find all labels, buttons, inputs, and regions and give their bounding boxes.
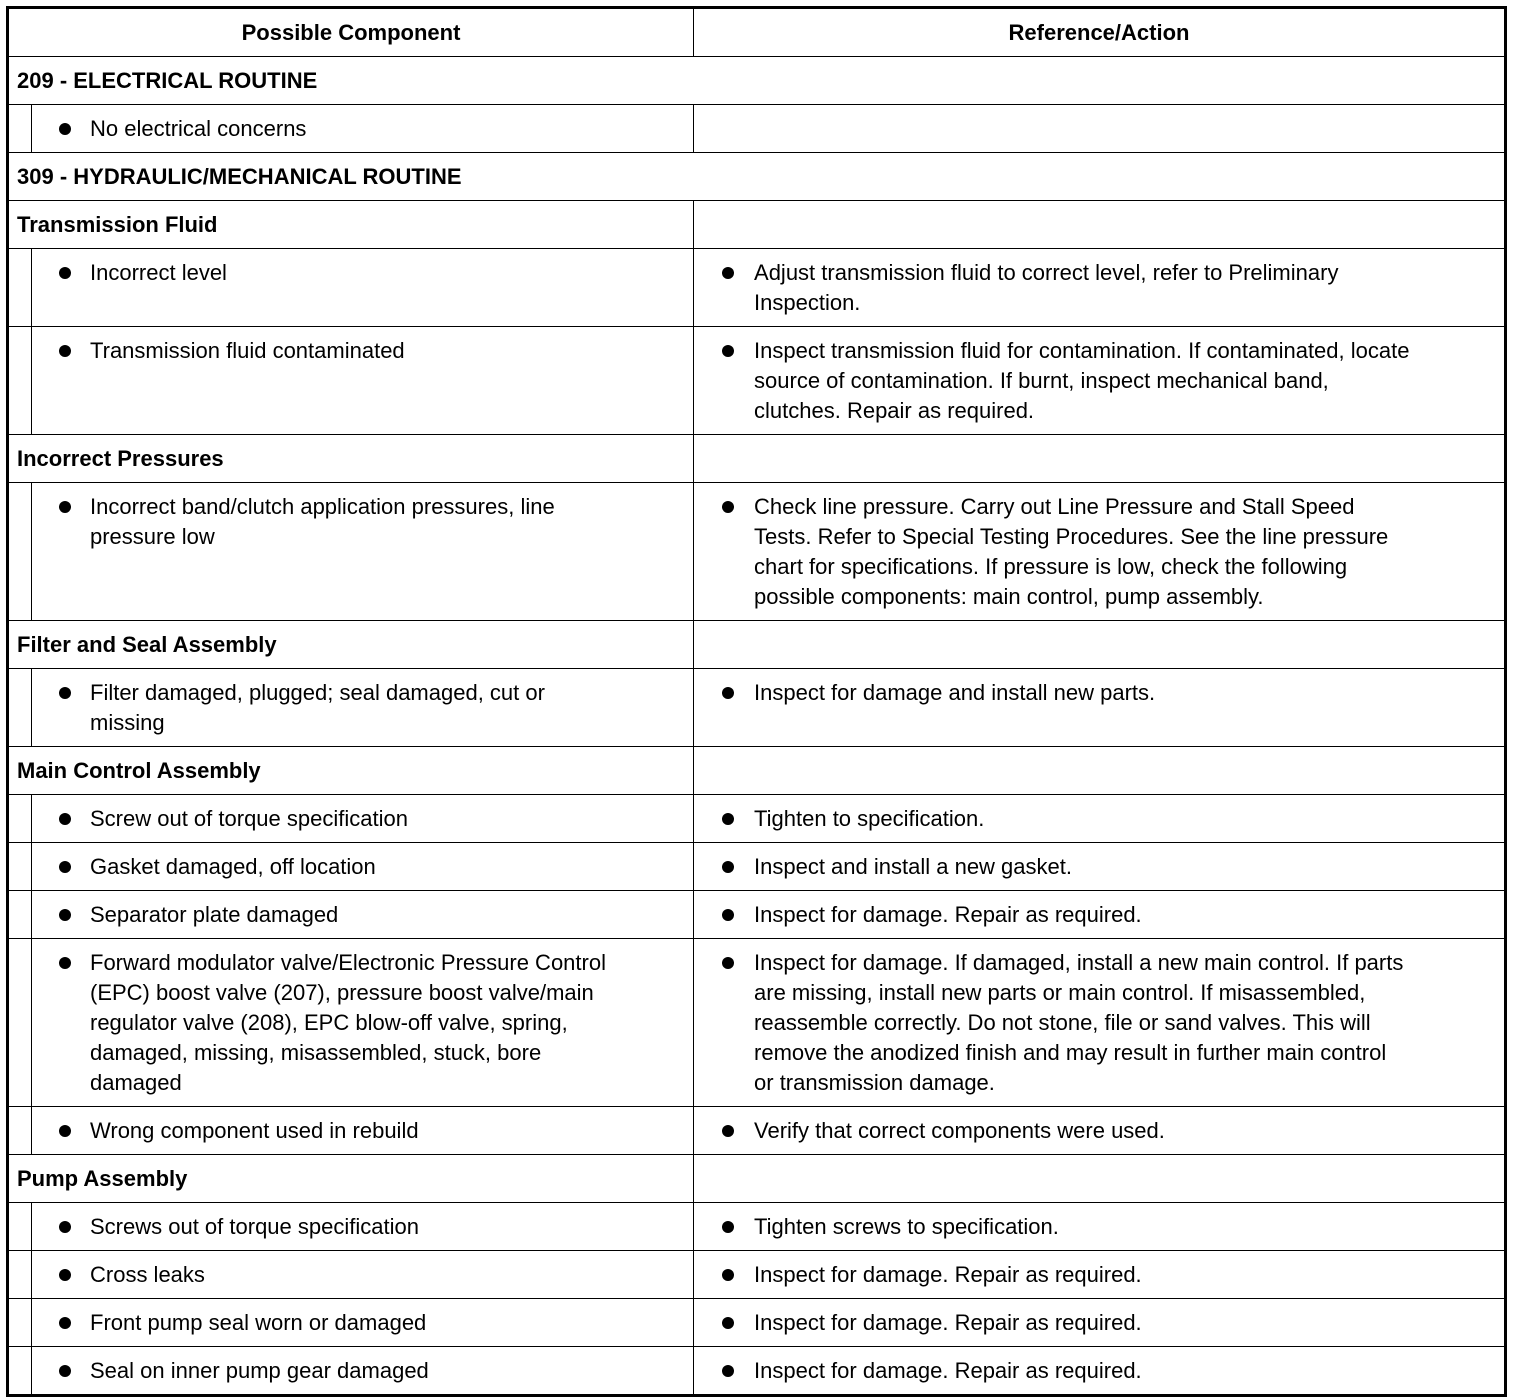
bullet-icon	[722, 957, 734, 969]
diagnostic-table	[6, 6, 1507, 1397]
bullet-icon	[722, 1269, 734, 1281]
component-text: Gasket damaged, off location	[90, 854, 376, 879]
component-item	[32, 678, 693, 738]
component-cell	[32, 843, 694, 891]
component-cell	[32, 1203, 694, 1251]
action-item	[694, 678, 1504, 708]
component-text: No electrical concerns	[90, 116, 307, 141]
action-cell	[694, 105, 1506, 153]
table-row	[8, 105, 1506, 153]
bullet-icon	[722, 813, 734, 825]
action-text: Verify that correct components were used.	[754, 1118, 1165, 1143]
action-text: Inspect for damage. If damaged, install a new main control. If parts are missing, install new parts or main control. If misassembled, reassemble correctly. Do not stone, file or sand valves. This will remove the anodized finish and may result in further main control or transmission damage.	[754, 950, 1404, 1095]
table-row	[8, 327, 1506, 435]
action-item	[694, 1212, 1504, 1242]
action-cell	[694, 1107, 1506, 1155]
component-text: Front pump seal worn or damaged	[90, 1310, 427, 1335]
component-item	[32, 258, 693, 288]
table-row	[8, 795, 1506, 843]
component-text: Seal on inner pump gear damaged	[90, 1358, 429, 1383]
action-cell	[694, 891, 1506, 939]
component-text: Screws out of torque specification	[90, 1214, 419, 1239]
bullet-icon	[59, 957, 71, 969]
bullet-icon	[59, 861, 71, 873]
table-row	[8, 939, 1506, 1107]
component-cell	[32, 1107, 694, 1155]
table-body	[8, 57, 1506, 1396]
indent-cell	[8, 1251, 32, 1299]
table-row	[8, 1251, 1506, 1299]
empty-action-cell	[694, 747, 1506, 795]
action-text: Inspect transmission fluid for contamination. If contaminated, locate source of contamination. If burnt, inspect mechanical band, clutches. Repair as required.	[754, 338, 1410, 423]
bullet-icon	[59, 1221, 71, 1233]
component-item	[32, 948, 693, 1098]
component-item	[32, 1308, 693, 1338]
action-cell	[694, 1347, 1506, 1396]
bullet-icon	[59, 1365, 71, 1377]
action-text: Check line pressure. Carry out Line Pressure and Stall Speed Tests. Refer to Special Testing Procedures. See the line pressure chart for specifications. If pressure is low, check the following possible components: main control, pump assembly.	[754, 494, 1389, 609]
component-text: Incorrect band/clutch application pressures, line pressure low	[90, 494, 555, 549]
component-item	[32, 336, 693, 366]
indent-cell	[8, 105, 32, 153]
component-cell	[32, 249, 694, 327]
action-text: Inspect for damage and install new parts.	[754, 680, 1156, 705]
empty-action-cell	[694, 621, 1506, 669]
component-text: Separator plate damaged	[90, 902, 339, 927]
header-row	[8, 8, 1506, 57]
action-text: Inspect for damage. Repair as required.	[754, 1358, 1142, 1383]
action-text: Inspect for damage. Repair as required.	[754, 1262, 1142, 1287]
indent-cell	[8, 843, 32, 891]
component-cell	[32, 795, 694, 843]
bullet-icon	[59, 345, 71, 357]
bullet-icon	[59, 1269, 71, 1281]
component-item	[32, 804, 693, 834]
bullet-icon	[59, 123, 71, 135]
action-item	[694, 900, 1504, 930]
indent-cell	[8, 483, 32, 621]
component-text: Wrong component used in rebuild	[90, 1118, 419, 1143]
component-text: Filter damaged, plugged; seal damaged, cut or missing	[90, 680, 545, 735]
group-row	[8, 747, 1506, 795]
action-item	[694, 804, 1504, 834]
table-row	[8, 1299, 1506, 1347]
group-row	[8, 621, 1506, 669]
header-possible-component: Possible Component	[8, 8, 694, 57]
table-row	[8, 1107, 1506, 1155]
component-cell	[32, 891, 694, 939]
action-item	[694, 258, 1504, 318]
action-cell	[694, 327, 1506, 435]
action-cell	[694, 795, 1506, 843]
component-text: Screw out of torque specification	[90, 806, 408, 831]
empty-action-cell	[694, 435, 1506, 483]
action-item	[694, 1356, 1504, 1386]
component-item	[32, 114, 693, 144]
action-item	[694, 852, 1504, 882]
action-text: Inspect for damage. Repair as required.	[754, 1310, 1142, 1335]
empty-action-cell	[694, 201, 1506, 249]
component-cell	[32, 939, 694, 1107]
action-cell	[694, 249, 1506, 327]
routine-row	[8, 57, 1506, 105]
bullet-icon	[59, 501, 71, 513]
component-text: Incorrect level	[90, 260, 227, 285]
component-cell	[32, 327, 694, 435]
component-item	[32, 1260, 693, 1290]
group-row	[8, 435, 1506, 483]
action-cell	[694, 483, 1506, 621]
group-row	[8, 1155, 1506, 1203]
component-item	[32, 1116, 693, 1146]
bullet-icon	[722, 345, 734, 357]
component-cell	[32, 669, 694, 747]
action-text: Tighten to specification.	[754, 806, 985, 831]
action-text: Inspect for damage. Repair as required.	[754, 902, 1142, 927]
action-item	[694, 1116, 1504, 1146]
action-cell	[694, 939, 1506, 1107]
component-item	[32, 492, 693, 552]
action-cell	[694, 1299, 1506, 1347]
indent-cell	[8, 1107, 32, 1155]
indent-cell	[8, 1347, 32, 1396]
routine-heading: 309 - HYDRAULIC/MECHANICAL ROUTINE	[8, 153, 1506, 201]
action-cell	[694, 1251, 1506, 1299]
component-text: Forward modulator valve/Electronic Pressure Control (EPC) boost valve (207), pressure boost valve/main regulator valve (208), EPC blow-off valve, spring, damaged, missing, misassembled, stuck, bore damaged	[90, 950, 606, 1095]
group-heading: Filter and Seal Assembly	[8, 621, 694, 669]
group-row	[8, 201, 1506, 249]
bullet-icon	[59, 687, 71, 699]
indent-cell	[8, 249, 32, 327]
action-cell	[694, 1203, 1506, 1251]
table-row	[8, 483, 1506, 621]
action-item	[694, 1260, 1504, 1290]
group-heading: Pump Assembly	[8, 1155, 694, 1203]
indent-cell	[8, 891, 32, 939]
table-row	[8, 1347, 1506, 1396]
action-item	[694, 1308, 1504, 1338]
bullet-icon	[59, 267, 71, 279]
bullet-icon	[722, 909, 734, 921]
component-cell	[32, 1251, 694, 1299]
empty-action-cell	[694, 1155, 1506, 1203]
group-heading: Incorrect Pressures	[8, 435, 694, 483]
bullet-icon	[59, 909, 71, 921]
bullet-icon	[722, 1221, 734, 1233]
bullet-icon	[59, 1317, 71, 1329]
component-text: Cross leaks	[90, 1262, 205, 1287]
group-heading: Main Control Assembly	[8, 747, 694, 795]
component-cell	[32, 1299, 694, 1347]
component-cell	[32, 105, 694, 153]
bullet-icon	[722, 1125, 734, 1137]
group-heading: Transmission Fluid	[8, 201, 694, 249]
bullet-icon	[59, 813, 71, 825]
table-row	[8, 249, 1506, 327]
table-row	[8, 669, 1506, 747]
component-item	[32, 1212, 693, 1242]
component-item	[32, 1356, 693, 1386]
indent-cell	[8, 795, 32, 843]
bullet-icon	[722, 687, 734, 699]
header-reference-action: Reference/Action	[694, 8, 1506, 57]
bullet-icon	[722, 501, 734, 513]
indent-cell	[8, 939, 32, 1107]
bullet-icon	[722, 267, 734, 279]
action-item	[694, 948, 1504, 1098]
table-row	[8, 1203, 1506, 1251]
action-item	[694, 492, 1504, 612]
component-item	[32, 900, 693, 930]
component-item	[32, 852, 693, 882]
indent-cell	[8, 669, 32, 747]
table-row	[8, 843, 1506, 891]
bullet-icon	[722, 1365, 734, 1377]
indent-cell	[8, 327, 32, 435]
indent-cell	[8, 1203, 32, 1251]
action-text: Inspect and install a new gasket.	[754, 854, 1072, 879]
routine-row	[8, 153, 1506, 201]
bullet-icon	[722, 861, 734, 873]
action-text: Tighten screws to specification.	[754, 1214, 1059, 1239]
component-cell	[32, 483, 694, 621]
routine-heading: 209 - ELECTRICAL ROUTINE	[8, 57, 1506, 105]
table-row	[8, 891, 1506, 939]
component-cell	[32, 1347, 694, 1396]
bullet-icon	[722, 1317, 734, 1329]
action-cell	[694, 843, 1506, 891]
action-text: Adjust transmission fluid to correct level, refer to Preliminary Inspection.	[754, 260, 1339, 315]
action-item	[694, 336, 1504, 426]
component-text: Transmission fluid contaminated	[90, 338, 405, 363]
indent-cell	[8, 1299, 32, 1347]
action-cell	[694, 669, 1506, 747]
bullet-icon	[59, 1125, 71, 1137]
